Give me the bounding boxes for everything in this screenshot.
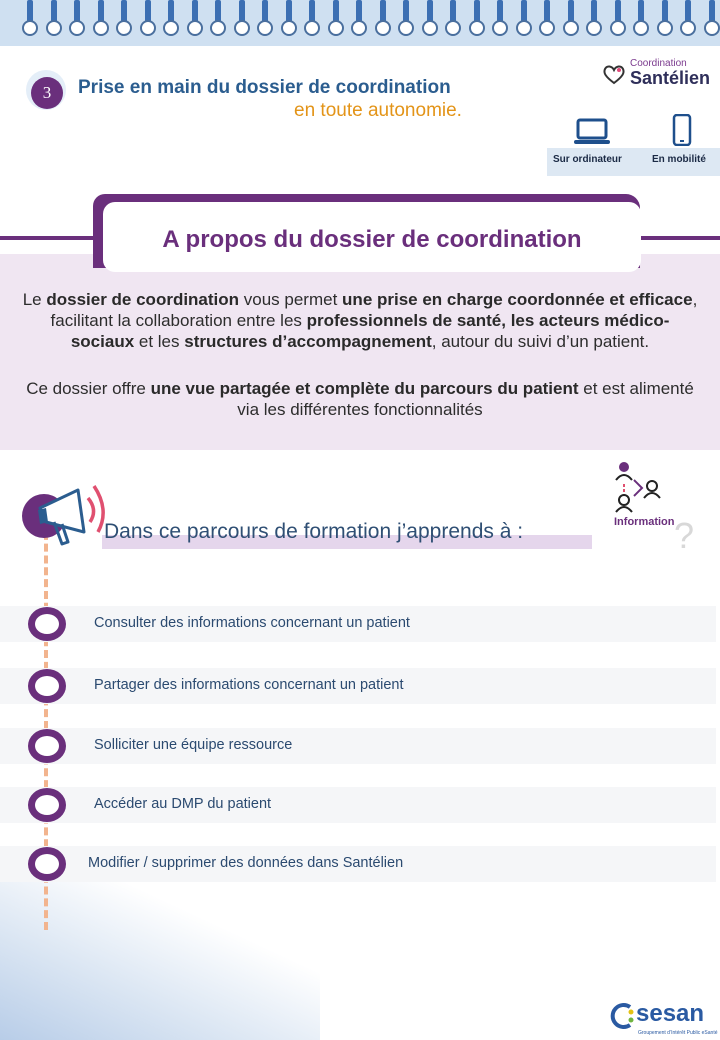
binding-ring [702, 0, 720, 38]
body-text: , autour du suivi d’un patient. [431, 332, 650, 351]
emphasis-text: professionnels de santé, les acteurs médico-sociaux [70, 311, 670, 351]
list-item-text: Partager des informations concernant un patient [94, 677, 404, 693]
logo-text-coordination: Coordination [630, 58, 687, 69]
binding-ring [91, 0, 111, 38]
sesan-subtitle: Groupement d’Intérêt Public eSanté [638, 1030, 718, 1036]
learning-title: Dans ce parcours de formation j’apprends à : [104, 520, 524, 543]
binding-ring [631, 0, 651, 38]
device-label-mobile: En mobilité [652, 154, 706, 165]
emphasis-text: une prise en charge coordonnée et efficace [342, 290, 693, 309]
smartphone-icon [672, 114, 692, 146]
binding-ring [67, 0, 87, 38]
emphasis-text: une vue partagée et complète du parcours du patient [150, 379, 579, 398]
body-text: , facilitant la collaboration entre les [50, 290, 698, 330]
list-bullet-icon [28, 788, 66, 822]
page-title: Prise en main du dossier de coordination [78, 77, 451, 98]
binding-ring [561, 0, 581, 38]
sesan-logo [610, 1000, 718, 1038]
heart-logo-icon [602, 62, 626, 86]
information-label: Information [614, 516, 675, 528]
sesan-brand: sesan [636, 1000, 705, 1027]
svg-text:?: ? [674, 515, 695, 552]
device-label-computer: Sur ordinateur [553, 154, 622, 165]
binding-ring [138, 0, 158, 38]
binding-ring [349, 0, 369, 38]
binding-ring [584, 0, 604, 38]
list-item-text: Consulter des informations concernant un patient [94, 615, 410, 631]
list-item-text: Solliciter une équipe ressource [94, 737, 293, 753]
body-text: vous permet [239, 290, 343, 309]
binding-ring [655, 0, 675, 38]
body-text: et les [134, 332, 185, 351]
page-subtitle: en toute autonomie. [294, 100, 462, 121]
intro-paragraph-2 [20, 378, 700, 420]
emphasis-text: structures d’accompagnement [184, 332, 432, 351]
megaphone-icon [18, 472, 110, 548]
binding-ring [678, 0, 698, 38]
section-title: A propos du dossier de coordination [162, 226, 582, 253]
binding-ring [208, 0, 228, 38]
body-text: et est alimenté via les différentes fonctionnalités [237, 379, 694, 419]
corner-decoration [0, 880, 320, 1040]
binding-ring [443, 0, 463, 38]
binding-ring [467, 0, 487, 38]
binding-ring [255, 0, 275, 38]
list-bullet-icon [28, 669, 66, 703]
binding-ring [20, 0, 40, 38]
intro-paragraph-1 [20, 289, 700, 352]
binding-ring [185, 0, 205, 38]
device-availability [547, 108, 720, 176]
binding-ring [490, 0, 510, 38]
laptop-icon [573, 118, 611, 146]
list-bullet-icon [28, 607, 66, 641]
binding-ring [514, 0, 534, 38]
binding-ring [396, 0, 416, 38]
notebook-binding [0, 0, 720, 46]
binding-ring [608, 0, 628, 38]
people-question-icon [612, 460, 702, 552]
body-text: Ce dossier offre [26, 379, 151, 398]
binding-ring [302, 0, 322, 38]
binding-ring [279, 0, 299, 38]
binding-ring [373, 0, 393, 38]
binding-ring [44, 0, 64, 38]
list-bullet-icon [28, 847, 66, 881]
santelien-logo [602, 56, 714, 90]
sesan-logo-icon [610, 1002, 636, 1030]
step-number-badge: 3 [31, 77, 63, 109]
list-bullet-icon [28, 729, 66, 763]
binding-ring [114, 0, 134, 38]
binding-ring [161, 0, 181, 38]
intro-box [0, 254, 720, 450]
binding-ring [537, 0, 557, 38]
binding-ring [326, 0, 346, 38]
list-item-text: Modifier / supprimer des données dans Santélien [88, 855, 404, 871]
logo-text-santelien: Santélien [630, 68, 711, 88]
binding-ring [420, 0, 440, 38]
body-text: Le [22, 290, 47, 309]
list-item-text: Accéder au DMP du patient [94, 796, 272, 812]
binding-ring [232, 0, 252, 38]
emphasis-text: dossier de coordination [46, 290, 240, 309]
